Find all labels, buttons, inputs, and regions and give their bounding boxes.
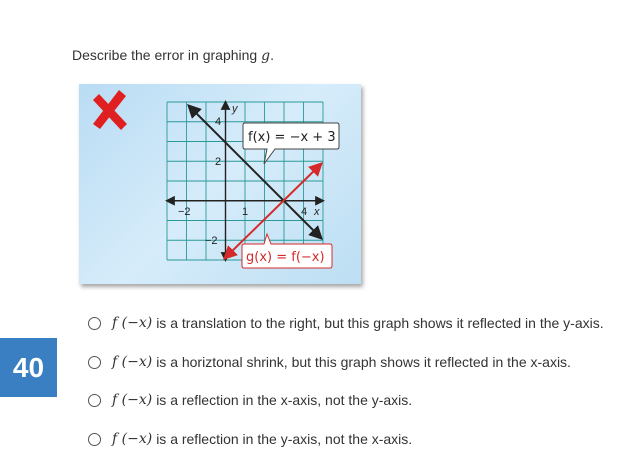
option-2-math: f (−x)	[112, 354, 153, 370]
g-label: g(x) = f(−x)	[246, 250, 325, 265]
f-label: f(x) = −x + 3	[248, 130, 336, 145]
graph-figure	[79, 84, 361, 284]
question-number-badge: 40	[0, 338, 57, 397]
option-3-text: is a reflection in the x-axis, not the y-axis.	[156, 392, 413, 408]
y-axis-label: y	[232, 103, 238, 115]
tick-x-4: 4	[301, 206, 308, 218]
option-4[interactable]	[88, 429, 412, 449]
x-axis-label: x	[314, 206, 320, 218]
tick-y-4: 4	[215, 116, 222, 128]
question-prefix: Describe the error in graphing	[72, 47, 262, 63]
option-1[interactable]	[88, 313, 604, 333]
graph-svg	[79, 84, 361, 284]
tick-y-2: 2	[215, 156, 222, 168]
error-x-mark	[93, 90, 127, 130]
option-1-radio[interactable]	[88, 317, 101, 330]
g-label-callout	[242, 234, 332, 268]
tick-x-neg2: −2	[178, 206, 191, 218]
option-2-radio[interactable]	[88, 356, 101, 369]
option-2[interactable]	[88, 352, 571, 372]
option-4-math: f (−x)	[112, 431, 153, 447]
question-text	[72, 47, 274, 64]
question-suffix: .	[270, 47, 274, 63]
option-1-math: f (−x)	[112, 315, 153, 331]
option-3[interactable]	[88, 390, 412, 410]
option-1-text: is a translation to the right, but this graph shows it reflected in the y-axis.	[156, 315, 604, 331]
question-variable: g	[261, 48, 271, 64]
option-2-text: is a horiztonal shrink, but this graph shows it reflected in the x-axis.	[156, 354, 571, 370]
f-label-callout	[243, 123, 339, 164]
option-3-radio[interactable]	[88, 394, 101, 407]
option-3-math: f (−x)	[112, 392, 153, 408]
option-4-text: is a reflection in the y-axis, not the x-axis.	[156, 431, 413, 447]
tick-x-1: 1	[242, 206, 249, 218]
tick-y-neg2: −2	[205, 235, 218, 247]
option-4-radio[interactable]	[88, 433, 101, 446]
